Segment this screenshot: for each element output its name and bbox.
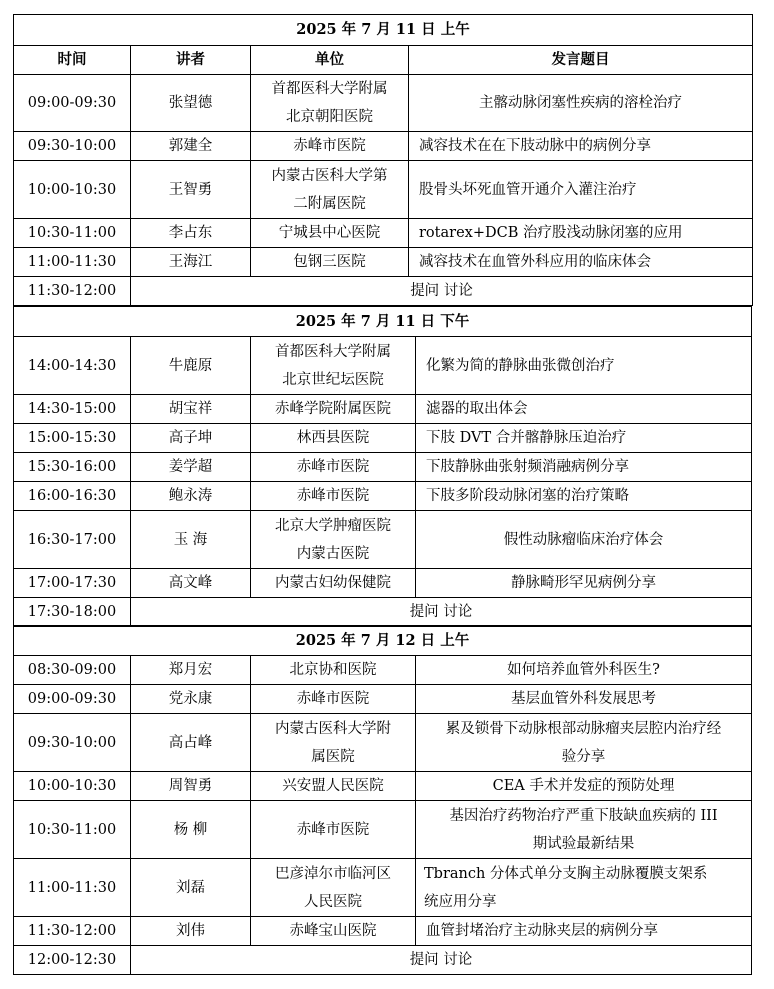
table-row	[14, 424, 752, 453]
topic-cell: 减容技术在在下肢动脉中的病例分享	[409, 132, 753, 161]
org-cell	[251, 337, 416, 395]
org-cell	[251, 75, 409, 132]
time-cell: 14:00-14:30	[14, 337, 131, 395]
time-cell: 15:30-16:00	[14, 453, 131, 482]
topic-line-2: 统应用分享	[424, 893, 497, 910]
org-cell: 赤峰市医院	[251, 482, 416, 511]
header-topic: 发言题目	[409, 46, 753, 75]
header-speaker: 讲者	[131, 46, 251, 75]
org-cell: 宁城县中心医院	[251, 219, 409, 248]
table-row	[14, 161, 753, 219]
topic-cell: 减容技术在血管外科应用的临床体会	[409, 248, 753, 277]
table-row	[14, 395, 752, 424]
org-line-1: 北京大学肿瘤医院	[275, 517, 391, 534]
topic-cell: 静脉畸形罕见病例分享	[416, 569, 752, 598]
table-row	[14, 917, 752, 946]
time-cell: 09:30-10:00	[14, 132, 131, 161]
discussion-row	[14, 598, 752, 627]
org-cell: 赤峰市医院	[251, 685, 416, 714]
discussion-label: 提问 讨论	[131, 277, 753, 306]
org-line-2: 二附属医院	[293, 195, 366, 212]
org-line-2: 属医院	[311, 748, 355, 765]
session-table-1	[13, 14, 753, 306]
topic-cell	[416, 714, 752, 772]
time-cell: 10:30-11:00	[14, 801, 131, 859]
time-cell: 09:30-10:00	[14, 714, 131, 772]
table-row	[14, 248, 753, 277]
org-cell: 内蒙古妇幼保健院	[251, 569, 416, 598]
org-cell	[251, 511, 416, 569]
table-row	[14, 569, 752, 598]
time-cell: 10:30-11:00	[14, 219, 131, 248]
org-line-1: 内蒙古医科大学附	[275, 720, 391, 737]
time-cell: 17:30-18:00	[14, 598, 131, 627]
speaker-cell: 周智勇	[131, 772, 251, 801]
topic-line-2: 验分享	[561, 748, 606, 765]
org-cell: 赤峰市医院	[251, 801, 416, 859]
table-row	[14, 714, 752, 772]
org-cell: 赤峰学院附属医院	[251, 395, 416, 424]
topic-cell: rotarex+DCB 治疗股浅动脉闭塞的应用	[409, 219, 753, 248]
speaker-cell: 高占峰	[131, 714, 251, 772]
topic-line-1: 累及锁骨下动脉根部动脉瘤夹层腔内治疗经	[445, 720, 722, 737]
org-cell	[251, 714, 416, 772]
table-row	[14, 337, 752, 395]
org-cell: 赤峰宝山医院	[251, 917, 416, 946]
speaker-cell: 刘磊	[131, 859, 251, 917]
org-cell: 兴安盟人民医院	[251, 772, 416, 801]
org-cell: 赤峰市医院	[251, 453, 416, 482]
topic-cell: 股骨头坏死血管开通介入灌注治疗	[409, 161, 753, 219]
time-cell: 17:00-17:30	[14, 569, 131, 598]
speaker-cell: 高子坤	[131, 424, 251, 453]
topic-cell: 化繁为简的静脉曲张微创治疗	[416, 337, 752, 395]
time-cell: 09:00-09:30	[14, 75, 131, 132]
time-cell: 10:00-10:30	[14, 161, 131, 219]
time-cell: 11:30-12:00	[14, 277, 131, 306]
table-row	[14, 453, 752, 482]
table-row	[14, 482, 752, 511]
session-title: 2025 年 7 月 12 日 上午	[14, 626, 752, 656]
topic-cell: 下肢静脉曲张射频消融病例分享	[416, 453, 752, 482]
speaker-cell: 牛鹿原	[131, 337, 251, 395]
table-row	[14, 219, 753, 248]
time-cell: 16:00-16:30	[14, 482, 131, 511]
discussion-row	[14, 277, 753, 306]
org-line-1: 首都医科大学附属	[271, 81, 388, 97]
table-row	[14, 859, 752, 917]
topic-cell: CEA 手术并发症的预防处理	[416, 772, 752, 801]
topic-line-1: Tbranch 分体式单分支胸主动脉覆膜支架系	[424, 865, 708, 882]
session-title: 2025 年 7 月 11 日 上午	[14, 15, 753, 46]
session-table-3	[13, 625, 752, 975]
discussion-row	[14, 946, 752, 975]
org-cell: 林西县医院	[251, 424, 416, 453]
org-cell: 包钢三医院	[251, 248, 409, 277]
speaker-cell: 王海江	[131, 248, 251, 277]
org-line-2: 人民医院	[304, 893, 362, 910]
session-title: 2025 年 7 月 11 日 下午	[14, 307, 752, 337]
time-cell: 14:30-15:00	[14, 395, 131, 424]
time-cell: 08:30-09:00	[14, 656, 131, 685]
time-cell: 11:00-11:30	[14, 859, 131, 917]
table-row	[14, 132, 753, 161]
topic-cell: 如何培养血管外科医生?	[416, 656, 752, 685]
table-row	[14, 656, 752, 685]
time-cell: 12:00-12:30	[14, 946, 131, 975]
speaker-cell: 郭建全	[131, 132, 251, 161]
org-line-1: 内蒙古医科大学第	[271, 167, 388, 184]
speaker-cell: 玉 海	[131, 511, 251, 569]
org-line-1: 首都医科大学附属	[275, 343, 391, 360]
topic-cell: 主髂动脉闭塞性疾病的溶栓治疗	[409, 75, 753, 132]
org-cell	[251, 859, 416, 917]
table-row	[14, 801, 752, 859]
header-org: 单位	[251, 46, 409, 75]
topic-cell: 下肢多阶段动脉闭塞的治疗策略	[416, 482, 752, 511]
speaker-cell: 王智勇	[131, 161, 251, 219]
topic-cell: 下肢 DVT 合并髂静脉压迫治疗	[416, 424, 752, 453]
table-row	[14, 772, 752, 801]
speaker-cell: 党永康	[131, 685, 251, 714]
table-row	[14, 685, 752, 714]
speaker-cell: 姜学超	[131, 453, 251, 482]
time-cell: 11:00-11:30	[14, 248, 131, 277]
speaker-cell: 李占东	[131, 219, 251, 248]
time-cell: 11:30-12:00	[14, 917, 131, 946]
org-line-1: 巴彦淖尔市临河区	[275, 865, 391, 882]
header-time: 时间	[14, 46, 131, 75]
speaker-cell: 鲍永涛	[131, 482, 251, 511]
discussion-label: 提问 讨论	[131, 598, 752, 627]
topic-line-1: 基因治疗药物治疗严重下肢缺血疾病的 III	[449, 807, 718, 824]
discussion-label: 提问 讨论	[131, 946, 752, 975]
topic-cell	[416, 801, 752, 859]
topic-cell: 血管封堵治疗主动脉夹层的病例分享	[416, 917, 752, 946]
time-cell: 15:00-15:30	[14, 424, 131, 453]
topic-cell: 滤器的取出体会	[416, 395, 752, 424]
time-cell: 16:30-17:00	[14, 511, 131, 569]
topic-cell: 基层血管外科发展思考	[416, 685, 752, 714]
table-row	[14, 511, 752, 569]
org-cell	[251, 161, 409, 219]
org-line-2: 内蒙古医院	[296, 545, 370, 562]
speaker-cell: 刘伟	[131, 917, 251, 946]
org-cell: 北京协和医院	[251, 656, 416, 685]
speaker-cell: 杨 柳	[131, 801, 251, 859]
time-cell: 10:00-10:30	[14, 772, 131, 801]
session-table-2	[13, 306, 752, 627]
org-cell: 赤峰市医院	[251, 132, 409, 161]
org-line-2: 北京朝阳医院	[286, 109, 373, 125]
speaker-cell: 郑月宏	[131, 656, 251, 685]
speaker-cell: 胡宝祥	[131, 395, 251, 424]
topic-line-2: 期试验最新结果	[532, 835, 635, 852]
time-cell: 09:00-09:30	[14, 685, 131, 714]
speaker-cell: 张望德	[131, 75, 251, 132]
speaker-cell: 高文峰	[131, 569, 251, 598]
table-row	[14, 75, 753, 132]
topic-cell	[416, 859, 752, 917]
topic-cell: 假性动脉瘤临床治疗体会	[416, 511, 752, 569]
org-line-2: 北京世纪坛医院	[282, 371, 384, 388]
